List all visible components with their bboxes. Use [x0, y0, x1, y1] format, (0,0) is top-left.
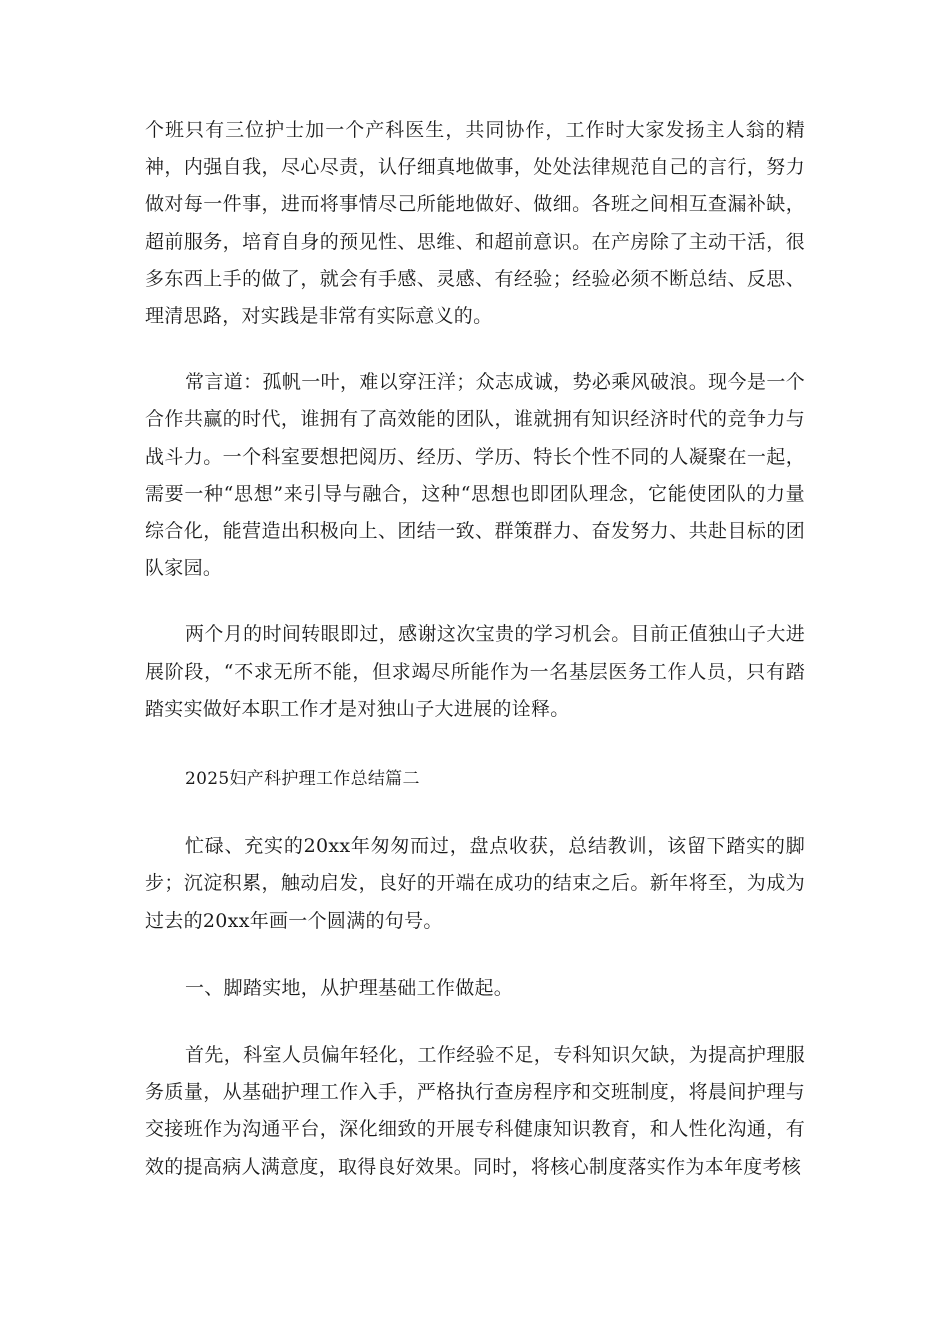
paragraph-basic-nursing-details: 首先，科室人员偏年轻化，工作经验不足，专科知识欠缺，为提高护理服务质量，从基础护理工作入手，严格执行查房程序和交班制度，将晨间护理与交接班作为沟通平台，深化细致的开展专科健康知识教育，和人性化沟通，有效的提高病人满意度，取得良好效果。同时，将核心制度落实作为本年度考核	[145, 1044, 805, 1178]
paragraph-team-philosophy: 常言道：孤帆一叶，难以穿汪洋；众志成诚，势必乘风破浪。现今是一个合作共赢的时代，谁拥有了高效能的团队，谁就拥有知识经济时代的竞争力与战斗力。一个科室要想把阅历、经历、学历、特长个性不同的人凝聚在一起，需要一种“思想”来引导与融合，这种“思想也即团队理念，它能使团队的力量综合化，能营造出积极向上、团结一致、群策群力、奋发努力、共赴目标的团队家园。	[145, 371, 805, 580]
paragraph-teamwork-delivery-room: 个班只有三位护士加一个产科医生，共同协作，工作时大家发扬主人翁的精神，内强自我，尽心尽责，认仔细真地做事，处处法律规范自己的言行，努力做对每一件事，进而将事情尽己所能地做好、做细。各班之间相互查漏补缺，超前服务，培育自身的预见性、思维、和超前意识。在产房除了主动干活，很多东西上手的做了，就会有手感、灵感、有经验；经验必须不断总结、反思、理清思路，对实践是非常有实际意义的。	[145, 119, 805, 328]
paragraph-gratitude: 两个月的时间转眼即过，感谢这次宝贵的学习机会。目前正值独山子大进展阶段，“不求无所不能，但求竭尽所能作为一名基层医务工作人员，只有踏踏实实做好本职工作才是对独山子大进展的诠释。	[145, 623, 805, 720]
document-page	[145, 112, 805, 1186]
subheading-basic-nursing: 一、脚踏实地，从护理基础工作做起。	[185, 976, 514, 999]
paragraph-year-review-intro: 忙碌、充实的20xx年匆匆而过，盘点收获，总结教训，该留下踏实的脚步；沉淀积累，触动启发，良好的开端在成功的结束之后。新年将至，为成为过去的20xx年画一个圆满的句号。	[145, 835, 805, 932]
section-heading-part-two: 2025妇产科护理工作总结篇二	[185, 769, 420, 790]
